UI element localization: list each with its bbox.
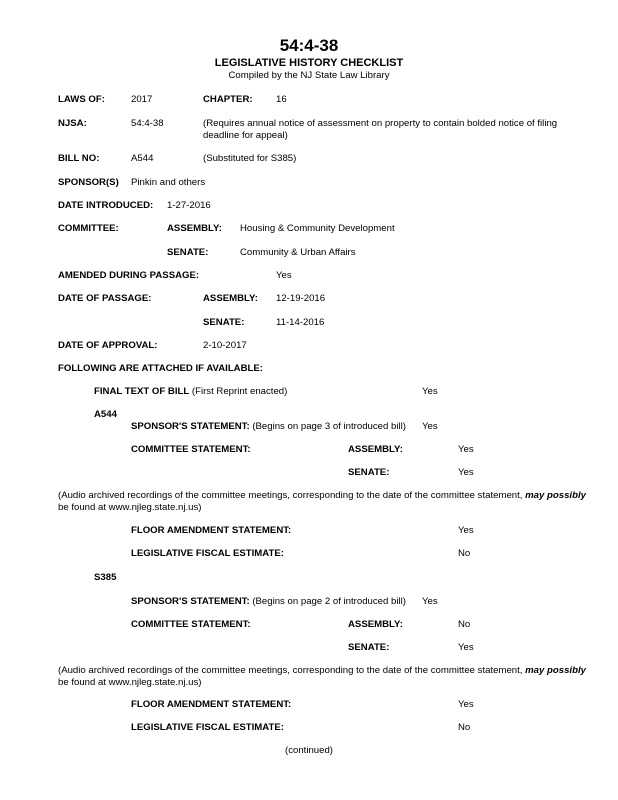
s385-audio-note [58, 665, 606, 689]
s385-fiscal-label: LEGISLATIVE FISCAL ESTIMATE: [131, 722, 284, 733]
final-text-value: Yes [422, 386, 438, 397]
s385-audio-pre: (Audio archived recordings of the committee meetings, corresponding to the date of the committee statement, [58, 665, 523, 676]
s385-senate-value: Yes [458, 642, 474, 653]
njsa-value: 54:4-38 [131, 118, 164, 129]
passage-assembly-value: 12-19-2016 [276, 293, 326, 304]
s385-sponsor-row [131, 596, 406, 608]
sponsors-value: Pinkin and others [131, 177, 206, 188]
a544-floor-value: Yes [458, 525, 474, 536]
s385-sponsor-value: Yes [422, 596, 438, 607]
laws-of-label: LAWS OF: [58, 94, 105, 105]
date-introduced-label: DATE INTRODUCED: [58, 200, 154, 211]
committee-label: COMMITTEE: [58, 223, 119, 234]
bill-no-label: BILL NO: [58, 153, 100, 164]
s385-senate-label: SENATE: [348, 642, 390, 653]
a544-fiscal-value: No [458, 548, 471, 559]
date-of-passage-label: DATE OF PASSAGE: [58, 293, 152, 304]
a544-bill-label: A544 [94, 409, 117, 420]
final-text-label: FINAL TEXT OF BILL [94, 386, 190, 397]
a544-senate-label: SENATE: [348, 467, 390, 478]
s385-audio-post: be found at www.njleg.state.nj.us) [58, 677, 202, 688]
s385-committee-label: COMMITTEE STATEMENT: [131, 619, 251, 630]
s385-sponsor-label: SPONSOR'S STATEMENT: [131, 596, 250, 607]
a544-audio-note [58, 490, 606, 514]
sponsors-label: SPONSOR(S) [58, 177, 119, 188]
a544-audio-pre: (Audio archived recordings of the committee meetings, corresponding to the date of the committee statement, [58, 490, 523, 501]
passage-assembly-label: ASSEMBLY: [203, 293, 258, 304]
a544-sponsor-label: SPONSOR'S STATEMENT: [131, 421, 250, 432]
a544-committee-label: COMMITTEE STATEMENT: [131, 444, 251, 455]
a544-sponsor-note: (Begins on page 3 of introduced bill) [252, 421, 406, 432]
checklist-title: LEGISLATIVE HISTORY CHECKLIST [214, 57, 404, 69]
final-text-row [94, 386, 287, 398]
date-of-approval-label: DATE OF APPROVAL: [58, 340, 158, 351]
committee-senate-label: SENATE: [167, 247, 209, 258]
chapter-label: CHAPTER: [203, 94, 253, 105]
passage-senate-value: 11-14-2016 [276, 317, 325, 328]
compiled-by: Compiled by the NJ State Law Library [228, 70, 390, 81]
s385-sponsor-note: (Begins on page 2 of introduced bill) [252, 596, 406, 607]
a544-assembly-value: Yes [458, 444, 474, 455]
a544-senate-value: Yes [458, 467, 474, 478]
s385-floor-value: Yes [458, 699, 474, 710]
final-text-note: (First Reprint enacted) [191, 386, 288, 397]
continued-note: (continued) [285, 745, 333, 756]
njsa-description: (Requires annual notice of assessment on property to contain bolded notice of filing deadline for appeal) [203, 118, 558, 141]
amended-label: AMENDED DURING PASSAGE: [58, 270, 200, 281]
s385-fiscal-value: No [458, 722, 471, 733]
a544-sponsor-value: Yes [422, 421, 438, 432]
laws-of-value: 2017 [131, 94, 153, 105]
date-of-approval-value: 2-10-2017 [203, 340, 247, 351]
a544-sponsor-row [131, 421, 406, 433]
date-introduced-value: 1-27-2016 [167, 200, 211, 211]
njsa-label: NJSA: [58, 118, 87, 129]
committee-assembly-value: Housing & Community Development [240, 223, 395, 234]
committee-assembly-label: ASSEMBLY: [167, 223, 222, 234]
s385-assembly-value: No [458, 619, 471, 630]
statute-number: 54:4-38 [279, 36, 339, 55]
chapter-value: 16 [276, 94, 287, 105]
a544-audio-emphasis: may possibly [525, 490, 586, 501]
s385-floor-label: FLOOR AMENDMENT STATEMENT: [131, 699, 292, 710]
a544-fiscal-label: LEGISLATIVE FISCAL ESTIMATE: [131, 548, 284, 559]
s385-assembly-label: ASSEMBLY: [348, 619, 403, 630]
a544-audio-post: be found at www.njleg.state.nj.us) [58, 502, 202, 513]
bill-no-value: A544 [131, 153, 154, 164]
a544-floor-label: FLOOR AMENDMENT STATEMENT: [131, 525, 292, 536]
amended-value: Yes [276, 270, 292, 281]
s385-bill-label: S385 [94, 572, 117, 583]
s385-audio-emphasis: may possibly [525, 665, 586, 676]
passage-senate-label: SENATE: [203, 317, 245, 328]
a544-assembly-label: ASSEMBLY: [348, 444, 403, 455]
attached-heading: FOLLOWING ARE ATTACHED IF AVAILABLE: [58, 363, 263, 374]
committee-senate-value: Community & Urban Affairs [240, 247, 356, 258]
bill-no-note: (Substituted for S385) [203, 153, 297, 164]
